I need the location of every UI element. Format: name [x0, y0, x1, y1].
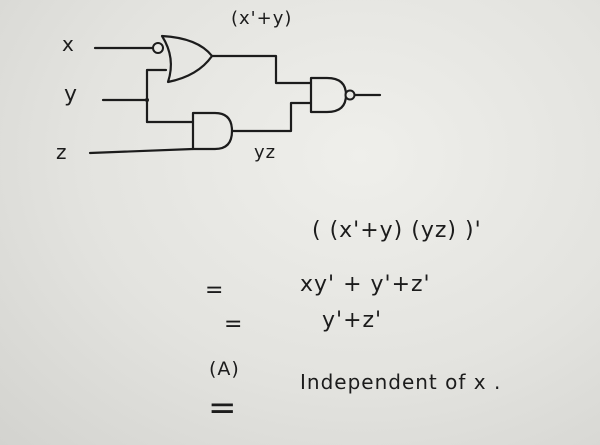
simplification-step-2: y'+z' [322, 308, 383, 333]
junction-dot [145, 98, 149, 102]
equals-sign-answer: = [208, 388, 238, 428]
inverter-bubble [153, 43, 163, 53]
wire-z [90, 149, 193, 153]
and-gate [193, 113, 232, 149]
boolean-expression: ( (x'+y) (yz) )' [312, 218, 482, 243]
wire-or-output [212, 56, 311, 83]
equals-sign-2: = [224, 312, 244, 337]
input-label-y: y [64, 82, 79, 107]
nand-gate [311, 78, 346, 112]
wire-y-to-or [147, 70, 166, 122]
simplification-step-1: xy' + y'+z' [300, 272, 431, 297]
answer-option-label: (A) [209, 358, 240, 380]
or-output-label: (x'+y) [231, 8, 293, 29]
nand-output-bubble [346, 91, 355, 100]
equals-sign-1: = [205, 278, 225, 303]
input-label-z: z [56, 140, 68, 164]
answer-text: Independent of x . [300, 370, 502, 394]
or-gate [162, 36, 212, 82]
input-label-x: x [62, 32, 75, 56]
and-output-label: yz [254, 142, 277, 163]
wire-and-output [232, 103, 311, 131]
